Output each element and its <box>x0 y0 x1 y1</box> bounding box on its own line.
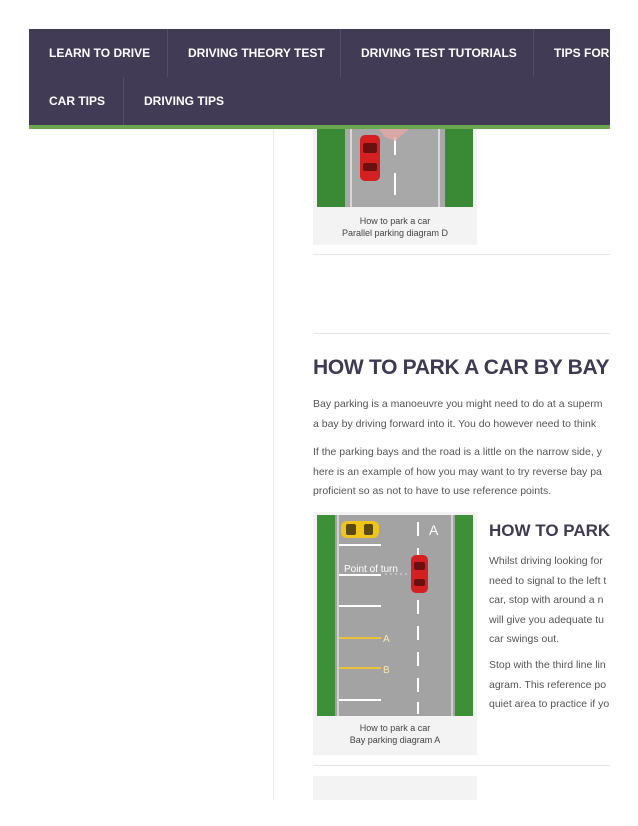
subsection-paragraph-2 <box>489 656 610 715</box>
divider-3 <box>313 765 610 766</box>
sub-p1-line: car, stop with around a n <box>489 594 604 606</box>
parallel-parking-diagram-d <box>313 129 477 211</box>
sub-p1-line: will give you adequate tu <box>489 613 604 626</box>
figure-a-caption-line2: Bay parking diagram A <box>349 735 441 745</box>
sub-p2-line: agram. This reference po <box>489 678 607 691</box>
section-title: HOW TO PARK A CAR BY BAY <box>313 356 610 379</box>
nav-car-tips[interactable]: CAR TIPS <box>29 77 124 125</box>
figure-d-frame <box>313 129 477 211</box>
sub-p2-line: Stop with the third line lin <box>489 659 606 671</box>
sub-p2-line: quiet area to practice if yo <box>489 698 610 710</box>
nav-row-secondary <box>29 77 243 125</box>
sub-p1-line: need to signal to the left t <box>489 574 607 587</box>
bay-parking-diagram-a <box>313 512 477 718</box>
sidebar-divider <box>273 129 274 800</box>
diagram-label-point-of-turn: Point of turn <box>344 564 398 575</box>
section-paragraph-2 <box>313 443 610 502</box>
diagram-label-b: B <box>383 665 390 676</box>
para2-line: here is an example of how you may want to try reverse bay pa <box>313 465 602 478</box>
sub-p1-line: car swings out. <box>489 633 560 645</box>
nav-driving-tips[interactable]: DRIVING TIPS <box>144 94 225 108</box>
figure-d-caption-line1: How to park a car <box>359 216 431 226</box>
figure-d-caption-line2: Parallel parking diagram D <box>341 228 449 238</box>
para1-line: a bay by driving forward into it. You do however need to think <box>313 417 597 430</box>
section-paragraph-1 <box>313 395 610 434</box>
figure-a-caption <box>313 718 477 755</box>
figure-a-frame <box>313 512 477 718</box>
nav-tips-for[interactable]: TIPS FOR <box>554 46 610 60</box>
para1-line: Bay parking is a manoeuvre you might need to do at a superm <box>313 398 603 410</box>
subsection-paragraph-1 <box>489 552 610 650</box>
next-figure-placeholder <box>313 776 477 800</box>
para2-line: proficient so as not to have to use reference points. <box>313 485 552 497</box>
divider-2 <box>313 333 610 334</box>
divider-1 <box>313 254 610 255</box>
diagram-label-a-top: A <box>429 522 439 538</box>
nav-row-primary <box>29 29 610 77</box>
para2-line: If the parking bays and the road is a little on the narrow side, y <box>313 446 602 458</box>
sub-p1-line: Whilst driving looking for <box>489 555 603 567</box>
nav-driving-theory-test[interactable]: DRIVING THEORY TEST <box>168 29 341 77</box>
subsection-title: HOW TO PARK <box>489 521 610 540</box>
figure-a-caption-line1: How to park a car <box>359 723 431 733</box>
nav-driving-test-tutorials[interactable]: DRIVING TEST TUTORIALS <box>341 29 534 77</box>
diagram-label-a: A <box>383 634 390 645</box>
nav-learn-to-drive[interactable]: LEARN TO DRIVE <box>29 29 168 77</box>
figure-d-caption <box>313 211 477 245</box>
main-navigation <box>29 29 610 125</box>
